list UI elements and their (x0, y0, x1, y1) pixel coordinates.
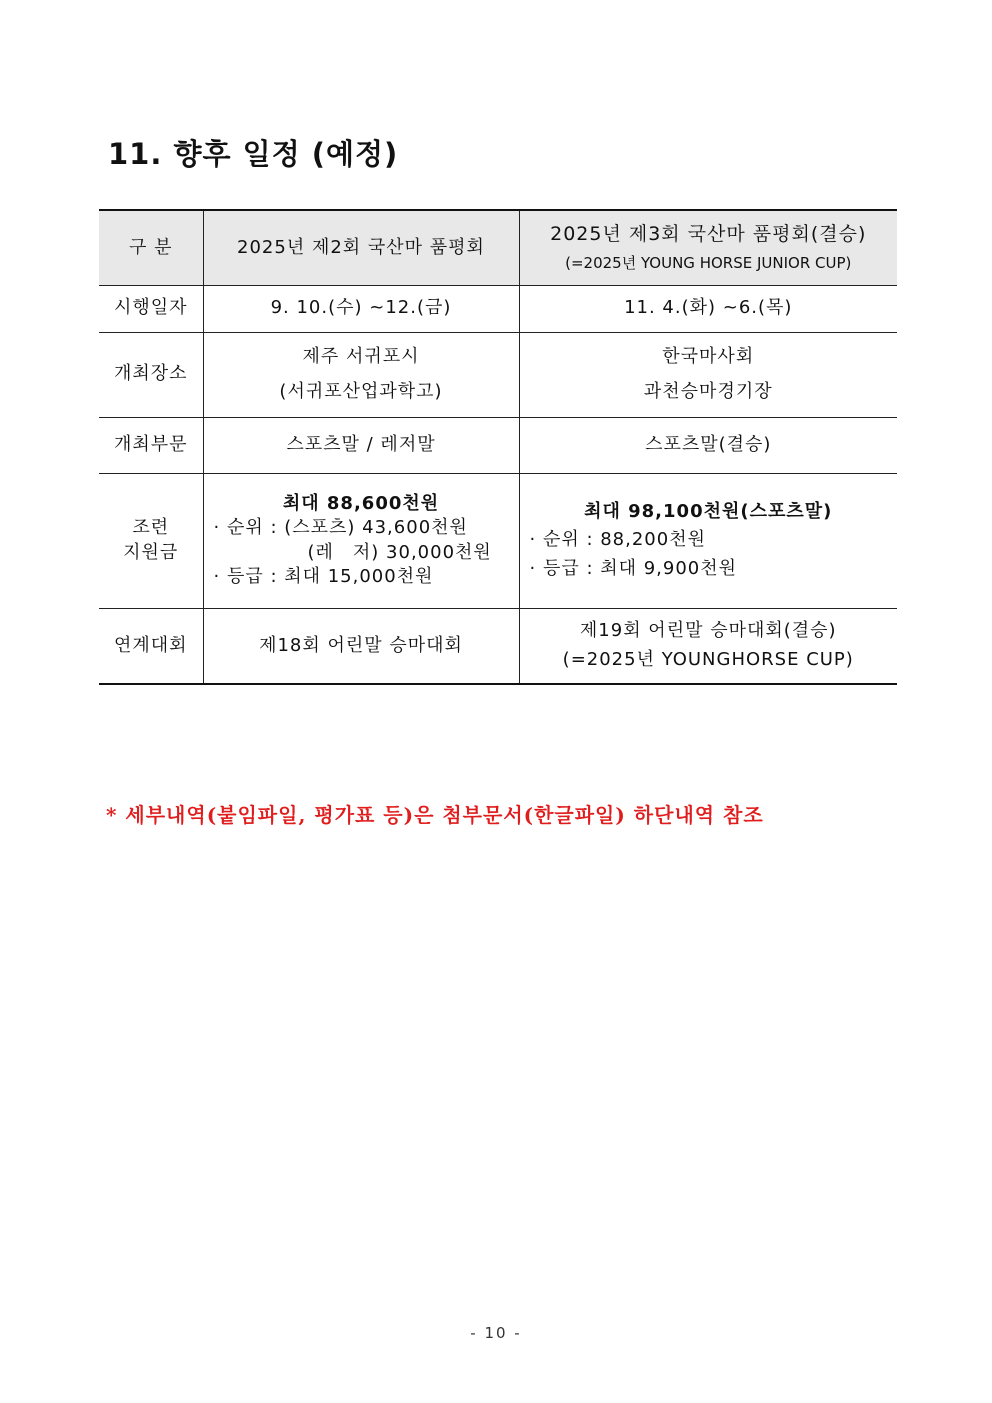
section-heading: 11. 향후 일정 (예정) (108, 137, 399, 171)
schedule-table (99, 209, 897, 685)
category-col2: 스포츠말 / 레저말 (203, 417, 519, 473)
venue-col2-line2: (서귀포산업과학고) (279, 380, 443, 402)
funding-label-line2: 지원금 (123, 541, 179, 563)
funding-col2-grade: · 등급 : 최대 15,000천원 (213, 565, 434, 587)
funding-col3 (519, 473, 897, 608)
table-row-category (99, 417, 897, 473)
funding-col3-grade: · 등급 : 최대 9,900천원 (529, 557, 738, 579)
funding-col2-leisure: (레 저) 30,000천원 (307, 541, 492, 563)
venue-col3 (519, 332, 897, 417)
table-row-funding (99, 473, 897, 608)
venue-col2-line1: 제주 서귀포시 (302, 346, 420, 368)
header-label-cell: 구 분 (99, 210, 203, 285)
funding-col2 (203, 473, 519, 608)
venue-col2 (203, 332, 519, 417)
row-label-funding (99, 473, 203, 608)
row-label-linked-event: 연계대회 (99, 608, 203, 684)
header-col3-main: 2025년 제3회 국산마 품평회(결승) (550, 222, 867, 245)
linked-event-col3-line1: 제19회 어린말 승마대회(결승) (579, 620, 837, 642)
table-row-date (99, 285, 897, 332)
table-header-row (99, 210, 897, 285)
funding-label-line1: 조련 (132, 517, 170, 539)
category-col3: 스포츠말(결승) (519, 417, 897, 473)
row-label-venue: 개최장소 (99, 332, 203, 417)
funding-col3-title: 최대 98,100천원(스포츠말) (584, 501, 833, 523)
date-col2: 9. 10.(수) ~12.(금) (203, 285, 519, 332)
header-col3-cell (519, 210, 897, 285)
row-label-category: 개최부문 (99, 417, 203, 473)
linked-event-col2: 제18회 어린말 승마대회 (203, 608, 519, 684)
table-row-venue (99, 332, 897, 417)
header-col3-sub: (=2025년 YOUNG HORSE JUNIOR CUP) (565, 254, 852, 273)
table-row-linked-event (99, 608, 897, 684)
reference-note: * 세부내역(붙임파일, 평가표 등)은 첨부문서(한글파일) 하단내역 참조 (106, 803, 764, 827)
header-col2-cell: 2025년 제2회 국산마 품평회 (203, 210, 519, 285)
funding-col3-rank: · 순위 : 88,200천원 (529, 529, 706, 551)
venue-col3-line1: 한국마사회 (662, 346, 755, 368)
linked-event-col3 (519, 608, 897, 684)
row-label-date: 시행일자 (99, 285, 203, 332)
date-col3: 11. 4.(화) ~6.(목) (519, 285, 897, 332)
venue-col3-line2: 과천승마경기장 (643, 380, 773, 402)
page-number: - 10 - (470, 1324, 522, 1342)
funding-col2-title: 최대 88,600천원 (282, 492, 440, 514)
linked-event-col3-line2: (=2025년 YOUNGHORSE CUP) (562, 648, 854, 670)
funding-col2-rank: · 순위 : (스포츠) 43,600천원 (213, 517, 468, 539)
